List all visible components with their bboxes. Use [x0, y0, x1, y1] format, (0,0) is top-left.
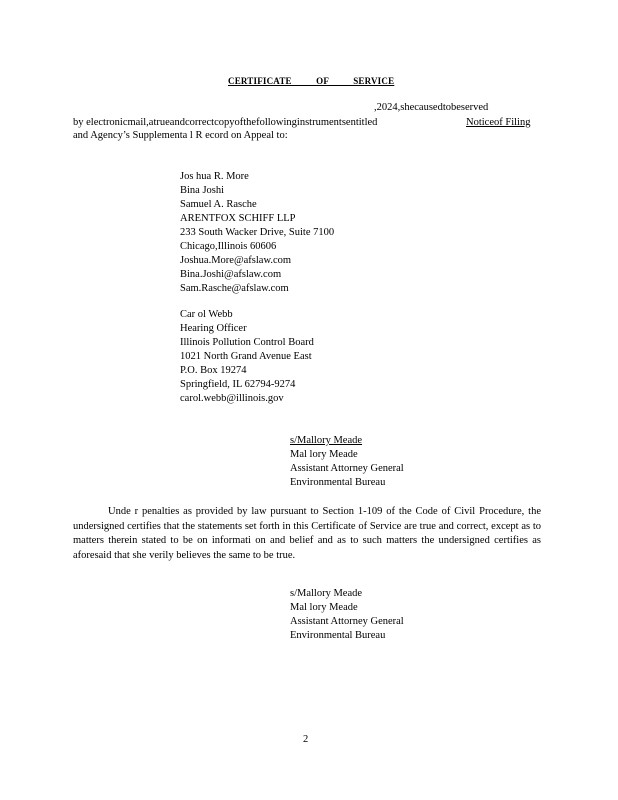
recipient-line: 1021 North Grand Avenue East — [180, 351, 312, 362]
recipient-line: 233 South Wacker Drive, Suite 7100 — [180, 227, 335, 238]
signer-name: Mal lory Meade — [290, 449, 358, 460]
signature-block-1 — [290, 434, 404, 490]
signer-name: Mal lory Meade — [290, 602, 358, 613]
recipient-email: Joshua.More@afslaw.com — [180, 255, 292, 266]
signer-unit: Environmental Bureau — [290, 630, 386, 641]
recipient-line: Illinois Pollution Control Board — [180, 337, 314, 348]
signer-unit: Environmental Bureau — [290, 477, 386, 488]
recipient-line: P.O. Box 19274 — [180, 365, 247, 376]
signature-block-2 — [290, 587, 404, 643]
recipient-line: Bina Joshi — [180, 185, 225, 196]
recipient-line: ARENTFOX SCHIFF LLP — [180, 213, 296, 224]
electronic-signature: s/Mallory Meade — [290, 435, 363, 446]
recipient-block-hearing-officer — [180, 308, 314, 406]
intro-line-1: ,2024,shecausedtobeserved — [374, 102, 489, 113]
recipient-email: Bina.Joshi@afslaw.com — [180, 269, 282, 280]
recipient-block-counsel — [180, 170, 334, 296]
document-title: CERTIFICATE OF SERVICE — [228, 76, 395, 86]
signer-title: Assistant Attorney General — [290, 463, 404, 474]
recipient-line: Hearing Officer — [180, 323, 247, 334]
intro-line-3: and Agency’s Supplementa l R ecord on Appeal to: — [73, 130, 288, 141]
certification-paragraph: Unde r penalties as provided by law pursuant to Section 1-109 of the Code of Civil Procedure, the undersigned certifies that the statements set forth in this Certificate of Service are true and correct, except as to matters therein stated to be on informati on and belief and as to such matters the undersigned certifies as aforesaid that she verily believes the same to be true. — [73, 506, 541, 561]
signer-title: Assistant Attorney General — [290, 616, 404, 627]
intro-line-2: by electronicmail,atrueandcorrectcopyofthefollowinginstrumentsentitled — [73, 117, 378, 128]
recipient-line: Jos hua R. More — [180, 171, 249, 182]
recipient-email: carol.webb@illinois.gov — [180, 393, 284, 404]
recipient-line: Chicago,Illinois 60606 — [180, 241, 277, 252]
electronic-signature: s/Mallory Meade — [290, 588, 363, 599]
recipient-email: Sam.Rasche@afslaw.com — [180, 283, 289, 294]
intro-document-name: Noticeof Filing — [466, 117, 531, 128]
recipient-line: Car ol Webb — [180, 309, 233, 320]
recipient-line: Springfield, IL 62794-9274 — [180, 379, 296, 390]
page-number: 2 — [303, 734, 309, 745]
recipient-line: Samuel A. Rasche — [180, 199, 257, 210]
